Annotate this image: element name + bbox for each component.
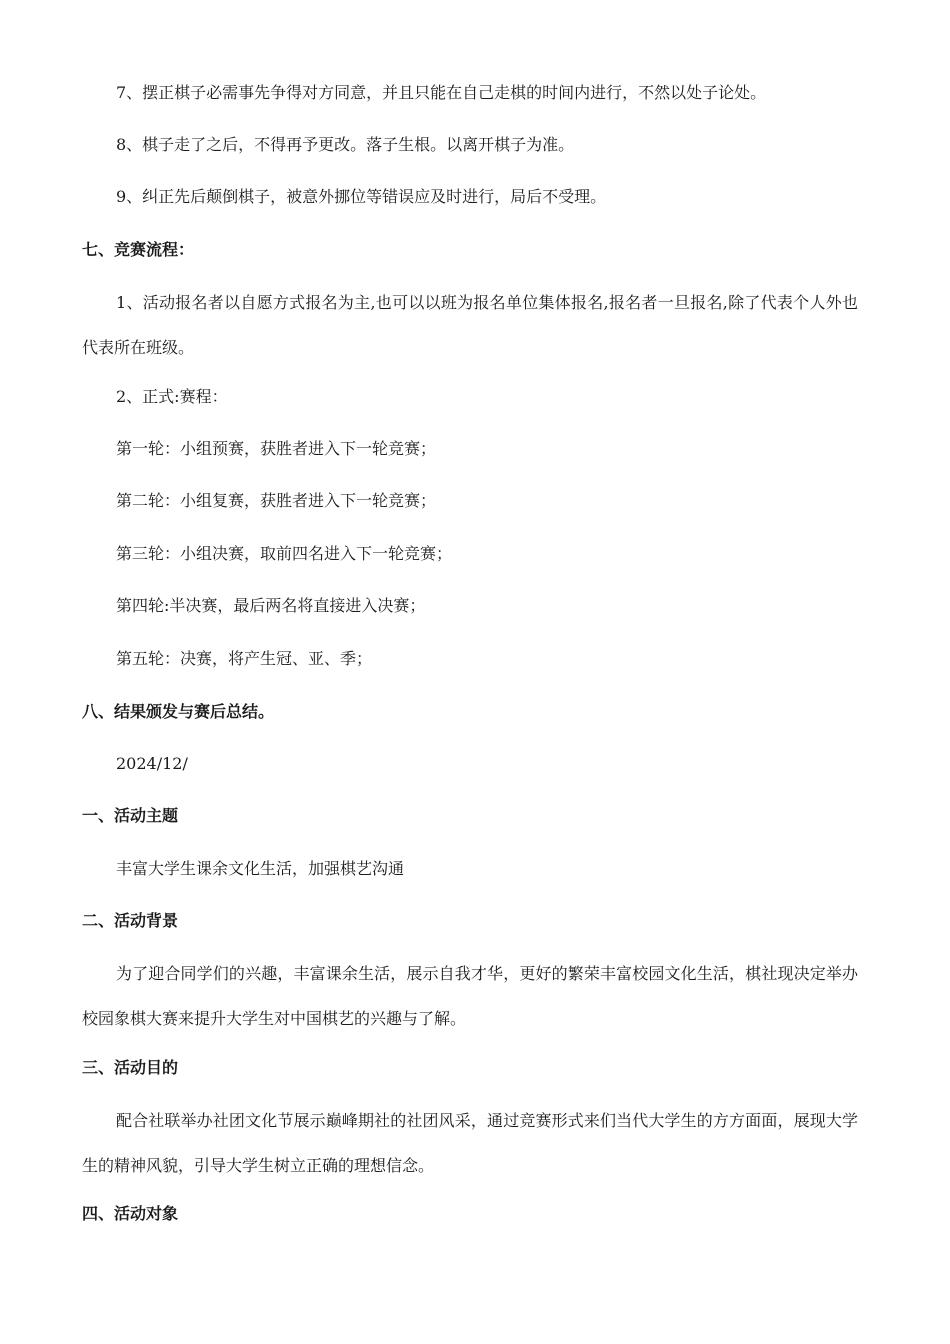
date-text: 2024/12/ — [116, 754, 188, 773]
rule-item-8: 8、棋子走了之后，不得再予更改。落子生根。以离开棋子为准。 — [116, 135, 575, 154]
round-4: 第四轮:半决赛，最后两名将直接进入决赛； — [116, 596, 426, 615]
round-5: 第五轮：决赛，将产生冠、亚、季； — [116, 649, 373, 668]
activity-background-text: 为了迎合同学们的兴趣，丰富课余生活，展示自我才华，更好的繁荣丰富校园文化生活，棋社现决定举办校园象棋大赛来提升大学生对中国棋艺的兴趣与了解。 — [82, 964, 858, 1028]
activity-purpose-heading: 三、活动目的 — [82, 1058, 179, 1077]
section-7-paragraph-2: 2、正式:赛程： — [116, 387, 228, 406]
section-8-heading: 八、结果颁发与赛后总结。 — [82, 702, 275, 721]
activity-audience-heading: 四、活动对象 — [82, 1204, 179, 1223]
round-3: 第三轮：小组决赛，取前四名进入下一轮竞赛； — [116, 544, 453, 563]
activity-theme-text: 丰富大学生课余文化生活，加强棋艺沟通 — [116, 859, 405, 878]
activity-purpose-text: 配合社联举办社团文化节展示巅峰期社的社团风采，通过竞赛形式来们当代大学生的方方面面，展现大学生的精神风貌，引导大学生树立正确的理想信念。 — [82, 1111, 858, 1175]
rule-item-9: 9、纠正先后颠倒棋子，被意外挪位等错误应及时进行，局后不受理。 — [116, 187, 607, 206]
activity-background-heading: 二、活动背景 — [82, 911, 179, 930]
round-1: 第一轮：小组预赛，获胜者进入下一轮竞赛； — [116, 439, 437, 458]
section-7-paragraph-1: 1、活动报名者以自愿方式报名为主,也可以以班为报名单位集体报名,报名者一旦报名,除了代表个人外也代表所在班级。 — [82, 293, 858, 357]
round-2: 第二轮：小组复赛，获胜者进入下一轮竞赛； — [116, 491, 437, 510]
activity-theme-heading: 一、活动主题 — [82, 806, 179, 825]
section-7-heading: 七、竞赛流程： — [82, 240, 195, 259]
rule-item-7: 7、摆正棋子必需事先争得对方同意，并且只能在自己走棋的时间内进行，不然以处子论处。 — [116, 83, 767, 102]
